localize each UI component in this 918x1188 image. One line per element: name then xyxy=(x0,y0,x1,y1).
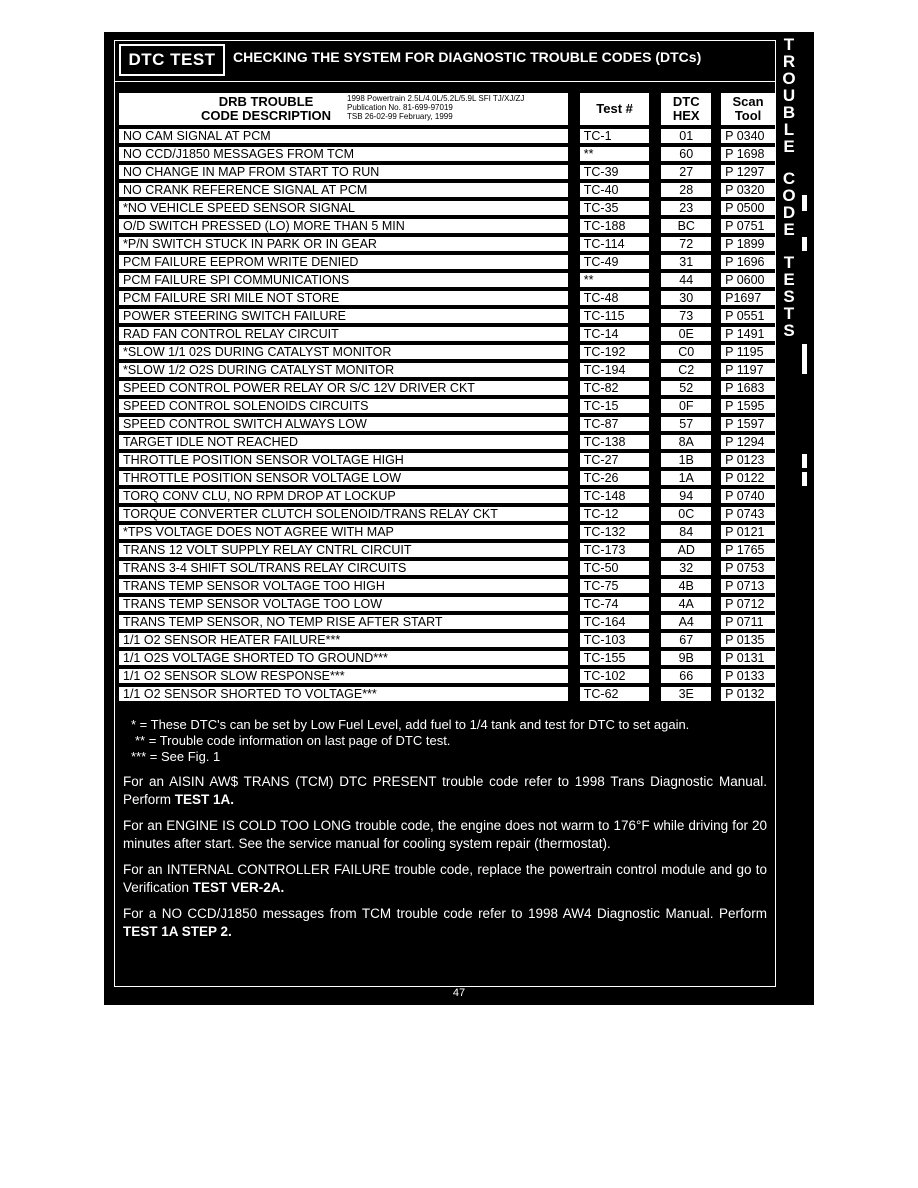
document-sheet xyxy=(104,32,814,1005)
dtc-hex: 0E xyxy=(661,327,721,341)
table-row xyxy=(119,327,775,341)
dtc-hex: 27 xyxy=(661,165,721,179)
tab-marker-bar xyxy=(802,344,807,374)
dtc-description: NO CCD/J1850 MESSAGES FROM TCM xyxy=(119,147,580,161)
test-number: TC-62 xyxy=(580,687,662,701)
paragraph-test-ref: TEST VER-2A. xyxy=(192,880,285,895)
notes-section xyxy=(123,717,767,941)
test-number: TC-1 xyxy=(580,129,662,143)
side-tab-letter: E xyxy=(783,270,795,289)
table-row xyxy=(119,615,775,629)
dtc-hex: 84 xyxy=(661,525,721,539)
dtc-description: SPEED CONTROL SWITCH ALWAYS LOW xyxy=(119,417,580,431)
dtc-hex: 67 xyxy=(661,633,721,647)
publication-line3: TSB 26-02-99 February, 1999 xyxy=(347,112,453,121)
scan-header-line2: Tool xyxy=(734,108,762,123)
section-label: DTC TEST xyxy=(119,44,225,76)
dtc-table-body xyxy=(119,129,775,701)
dtc-hex: 60 xyxy=(661,147,721,161)
table-row xyxy=(119,363,775,377)
dtc-description: TRANS TEMP SENSOR, NO TEMP RISE AFTER START xyxy=(119,615,580,629)
side-tab-letter: E xyxy=(783,220,795,239)
scan-tool-code: P 0123 xyxy=(721,453,775,467)
side-tab-letter: C xyxy=(782,169,796,188)
dtc-description: 1/1 O2 SENSOR SLOW RESPONSE*** xyxy=(119,669,580,683)
dtc-description: POWER STEERING SWITCH FAILURE xyxy=(119,309,580,323)
side-tab-letter: T xyxy=(783,253,795,272)
dtc-description: 1/1 O2S VOLTAGE SHORTED TO GROUND*** xyxy=(119,651,580,665)
dtc-description: TRANS 12 VOLT SUPPLY RELAY CNTRL CIRCUIT xyxy=(119,543,580,557)
scan-tool-code: P 1297 xyxy=(721,165,775,179)
description-header-line1: DRB TROUBLE xyxy=(218,94,314,109)
test-number: TC-27 xyxy=(580,453,662,467)
dtc-hex: 57 xyxy=(661,417,721,431)
scan-tool-code: P 0743 xyxy=(721,507,775,521)
hex-header-line2: HEX xyxy=(672,108,700,123)
scan-tool-code: P 0133 xyxy=(721,669,775,683)
table-row xyxy=(119,201,775,215)
instruction-paragraph xyxy=(123,817,767,853)
scan-tool-code: P 0132 xyxy=(721,687,775,701)
test-number: TC-138 xyxy=(580,435,662,449)
test-number: TC-49 xyxy=(580,255,662,269)
scan-tool-code: P 0600 xyxy=(721,273,775,287)
scan-tool-code: P 0712 xyxy=(721,597,775,611)
dtc-hex: 1B xyxy=(661,453,721,467)
test-number: TC-87 xyxy=(580,417,662,431)
dtc-description: SPEED CONTROL SOLENOIDS CIRCUITS xyxy=(119,399,580,413)
dtc-hex: 0F xyxy=(661,399,721,413)
tab-marker-bar xyxy=(802,472,807,486)
description-header-line2: CODE DESCRIPTION xyxy=(201,108,332,123)
dtc-hex: C2 xyxy=(661,363,721,377)
table-header-row xyxy=(119,93,775,125)
test-number: TC-192 xyxy=(580,345,662,359)
scan-tool-code: P 1197 xyxy=(721,363,775,377)
page-number: 47 xyxy=(452,987,466,999)
table-row xyxy=(119,579,775,593)
test-number: TC-50 xyxy=(580,561,662,575)
dtc-description: RAD FAN CONTROL RELAY CIRCUIT xyxy=(119,327,580,341)
table-row xyxy=(119,543,775,557)
dtc-description: TRANS 3-4 SHIFT SOL/TRANS RELAY CIRCUITS xyxy=(119,561,580,575)
table-row xyxy=(119,561,775,575)
publication-line2: Publication No. 81-699-97019 xyxy=(347,103,453,112)
scan-tool-code: P 1696 xyxy=(721,255,775,269)
dtc-description: TRANS TEMP SENSOR VOLTAGE TOO LOW xyxy=(119,597,580,611)
test-number: TC-115 xyxy=(580,309,662,323)
scan-tool-code: P 1195 xyxy=(721,345,775,359)
dtc-description: *NO VEHICLE SPEED SENSOR SIGNAL xyxy=(119,201,580,215)
side-tab-letter: S xyxy=(783,287,795,306)
column-header-test: Test # xyxy=(580,93,662,125)
test-number: TC-39 xyxy=(580,165,662,179)
scan-tool-code: P 0551 xyxy=(721,309,775,323)
side-tab-letter: U xyxy=(782,86,796,105)
table-row xyxy=(119,129,775,143)
scan-tool-code: P 0500 xyxy=(721,201,775,215)
scan-tool-code: P 1597 xyxy=(721,417,775,431)
dtc-hex: 9B xyxy=(661,651,721,665)
dtc-hex: A4 xyxy=(661,615,721,629)
hex-header-line1: DTC xyxy=(672,94,700,109)
dtc-hex: 66 xyxy=(661,669,721,683)
table-row xyxy=(119,669,775,683)
dtc-hex: 32 xyxy=(661,561,721,575)
column-header-scan-tool xyxy=(721,93,775,125)
dtc-hex: BC xyxy=(661,219,721,233)
test-number: TC-75 xyxy=(580,579,662,593)
side-tab-letter: R xyxy=(782,52,796,71)
dtc-hex: 4B xyxy=(661,579,721,593)
test-number: TC-114 xyxy=(580,237,662,251)
scan-tool-code: P 1698 xyxy=(721,147,775,161)
dtc-hex: 8A xyxy=(661,435,721,449)
scan-tool-code: P 1294 xyxy=(721,435,775,449)
side-tab-letter: T xyxy=(783,35,795,54)
paragraph-text: For a NO CCD/J1850 messages from TCM trouble code refer to 1998 AW4 Diagnostic Manual. Perform xyxy=(123,906,767,921)
dtc-description: TRANS TEMP SENSOR VOLTAGE TOO HIGH xyxy=(119,579,580,593)
test-number: TC-14 xyxy=(580,327,662,341)
scan-tool-code: P 0753 xyxy=(721,561,775,575)
dtc-hex: 52 xyxy=(661,381,721,395)
dtc-description: THROTTLE POSITION SENSOR VOLTAGE HIGH xyxy=(119,453,580,467)
dtc-description: NO CAM SIGNAL AT PCM xyxy=(119,129,580,143)
test-number: TC-148 xyxy=(580,489,662,503)
paragraph-text: For an INTERNAL CONTROLLER FAILURE trouble code, replace the powertrain control module and go to Verification xyxy=(123,862,767,895)
side-tab-letter: D xyxy=(782,203,796,222)
dtc-hex: C0 xyxy=(661,345,721,359)
dtc-description: *TPS VOLTAGE DOES NOT AGREE WITH MAP xyxy=(119,525,580,539)
scan-header-line1: Scan xyxy=(732,94,764,109)
dtc-hex: 31 xyxy=(661,255,721,269)
dtc-table xyxy=(119,89,775,705)
test-number: TC-12 xyxy=(580,507,662,521)
table-row xyxy=(119,219,775,233)
side-tab-letter: B xyxy=(782,103,796,122)
scan-tool-code: P 1595 xyxy=(721,399,775,413)
test-number: TC-82 xyxy=(580,381,662,395)
dtc-hex: 4A xyxy=(661,597,721,611)
dtc-hex: 30 xyxy=(661,291,721,305)
page-title: CHECKING THE SYSTEM FOR DIAGNOSTIC TROUBLE CODES (DTCs) xyxy=(233,49,702,65)
test-number: TC-48 xyxy=(580,291,662,305)
table-row xyxy=(119,165,775,179)
column-header-description xyxy=(119,93,580,125)
dtc-description: *SLOW 1/2 O2S DURING CATALYST MONITOR xyxy=(119,363,580,377)
paragraph-test-ref: TEST 1A. xyxy=(174,792,235,807)
scan-tool-code: P 0131 xyxy=(721,651,775,665)
tab-marker-bar xyxy=(802,454,807,468)
scan-tool-code: P 0340 xyxy=(721,129,775,143)
dtc-description: PCM FAILURE SPI COMMUNICATIONS xyxy=(119,273,580,287)
dtc-hex: 72 xyxy=(661,237,721,251)
table-row xyxy=(119,147,775,161)
table-row xyxy=(119,435,775,449)
dtc-description: 1/1 O2 SENSOR HEATER FAILURE*** xyxy=(119,633,580,647)
dtc-hex: 23 xyxy=(661,201,721,215)
dtc-hex: 28 xyxy=(661,183,721,197)
dtc-description: O/D SWITCH PRESSED (LO) MORE THAN 5 MIN xyxy=(119,219,580,233)
column-header-hex xyxy=(661,93,721,125)
table-row xyxy=(119,525,775,539)
side-tab-letter: E xyxy=(783,137,795,156)
table-row xyxy=(119,399,775,413)
footnote: * = These DTC's can be set by Low Fuel Level, add fuel to 1/4 tank and test for DTC to set again. xyxy=(131,717,690,732)
test-number: TC-132 xyxy=(580,525,662,539)
paragraph-test-ref: TEST 1A STEP 2. xyxy=(123,924,232,939)
scan-tool-code: P 0135 xyxy=(721,633,775,647)
dtc-hex: 1A xyxy=(661,471,721,485)
side-tab xyxy=(780,32,814,1005)
dtc-hex: 01 xyxy=(661,129,721,143)
side-tab-letter: O xyxy=(782,186,796,205)
table-row xyxy=(119,597,775,611)
table-row xyxy=(119,417,775,431)
tab-marker-bar xyxy=(802,237,807,251)
dtc-description: TORQ CONV CLU, NO RPM DROP AT LOCKUP xyxy=(119,489,580,503)
scan-tool-code: P 0713 xyxy=(721,579,775,593)
test-number: TC-35 xyxy=(580,201,662,215)
scan-tool-code: P 0751 xyxy=(721,219,775,233)
instruction-paragraph xyxy=(123,861,767,897)
scan-tool-code: P 0320 xyxy=(721,183,775,197)
dtc-description: *P/N SWITCH STUCK IN PARK OR IN GEAR xyxy=(119,237,580,251)
table-row xyxy=(119,345,775,359)
table-row xyxy=(119,291,775,305)
content-frame xyxy=(114,40,776,987)
scan-tool-code: P 1765 xyxy=(721,543,775,557)
scan-tool-code: P 0711 xyxy=(721,615,775,629)
test-number: TC-103 xyxy=(580,633,662,647)
footnote: ** = Trouble code information on last page of DTC test. xyxy=(135,733,451,748)
test-number: TC-188 xyxy=(580,219,662,233)
scan-tool-code: P 1491 xyxy=(721,327,775,341)
table-row xyxy=(119,183,775,197)
dtc-description: PCM FAILURE SRI MILE NOT STORE xyxy=(119,291,580,305)
test-number: TC-194 xyxy=(580,363,662,377)
dtc-description: PCM FAILURE EEPROM WRITE DENIED xyxy=(119,255,580,269)
dtc-description: THROTTLE POSITION SENSOR VOLTAGE LOW xyxy=(119,471,580,485)
dtc-description: NO CHANGE IN MAP FROM START TO RUN xyxy=(119,165,580,179)
instruction-paragraph xyxy=(123,773,767,809)
test-number: TC-74 xyxy=(580,597,662,611)
dtc-hex: 73 xyxy=(661,309,721,323)
scan-tool-code: P 1683 xyxy=(721,381,775,395)
page-header xyxy=(115,41,775,82)
table-row xyxy=(119,309,775,323)
test-number: TC-40 xyxy=(580,183,662,197)
dtc-description: TARGET IDLE NOT REACHED xyxy=(119,435,580,449)
dtc-hex: 0C xyxy=(661,507,721,521)
test-number: TC-102 xyxy=(580,669,662,683)
publication-line1: 1998 Powertrain 2.5L/4.0L/5.2L/5.9L SFI TJ/XJ/ZJ xyxy=(347,94,525,103)
paragraph-text: For an ENGINE IS COLD TOO LONG trouble code, the engine does not warm to 176°F while driving for 20 minutes after start. See the service manual for cooling system repair (thermostat). xyxy=(123,818,767,851)
scan-tool-code: P 0121 xyxy=(721,525,775,539)
test-number: TC-155 xyxy=(580,651,662,665)
side-tab-letter: S xyxy=(783,321,795,340)
dtc-hex: 94 xyxy=(661,489,721,503)
scan-tool-code: P 0122 xyxy=(721,471,775,485)
instruction-paragraph xyxy=(123,905,767,941)
table-row xyxy=(119,255,775,269)
test-number: TC-164 xyxy=(580,615,662,629)
test-number: TC-15 xyxy=(580,399,662,413)
dtc-description: NO CRANK REFERENCE SIGNAL AT PCM xyxy=(119,183,580,197)
test-number: ** xyxy=(580,147,662,161)
tab-marker-bar xyxy=(802,195,807,211)
table-row xyxy=(119,273,775,287)
dtc-description: 1/1 O2 SENSOR SHORTED TO VOLTAGE*** xyxy=(119,687,580,701)
table-row xyxy=(119,633,775,647)
test-number: TC-26 xyxy=(580,471,662,485)
paragraph-text: For an AISIN AW$ TRANS (TCM) DTC PRESENT trouble code refer to 1998 Trans Diagnostic Manual. Perform xyxy=(123,774,767,807)
dtc-description: *SLOW 1/1 02S DURING CATALYST MONITOR xyxy=(119,345,580,359)
dtc-hex: 44 xyxy=(661,273,721,287)
scan-tool-code: P1697 xyxy=(721,291,775,305)
scan-tool-code: P 1899 xyxy=(721,237,775,251)
scan-tool-code: P 0740 xyxy=(721,489,775,503)
table-row xyxy=(119,651,775,665)
table-row xyxy=(119,381,775,395)
table-row xyxy=(119,687,775,701)
side-tab-letter: O xyxy=(782,69,796,88)
test-number: TC-173 xyxy=(580,543,662,557)
test-number: ** xyxy=(580,273,662,287)
dtc-description: SPEED CONTROL POWER RELAY OR S/C 12V DRIVER CKT xyxy=(119,381,580,395)
side-tab-letter: L xyxy=(783,120,795,139)
dtc-hex: 3E xyxy=(661,687,721,701)
side-tab-letter: T xyxy=(783,304,795,323)
dtc-description: TORQUE CONVERTER CLUTCH SOLENOID/TRANS RELAY CKT xyxy=(119,507,580,521)
table-row xyxy=(119,471,775,485)
dtc-hex: AD xyxy=(661,543,721,557)
footnote: *** = See Fig. 1 xyxy=(131,749,221,764)
table-row xyxy=(119,489,775,503)
table-row xyxy=(119,507,775,521)
table-row xyxy=(119,453,775,467)
table-row xyxy=(119,237,775,251)
